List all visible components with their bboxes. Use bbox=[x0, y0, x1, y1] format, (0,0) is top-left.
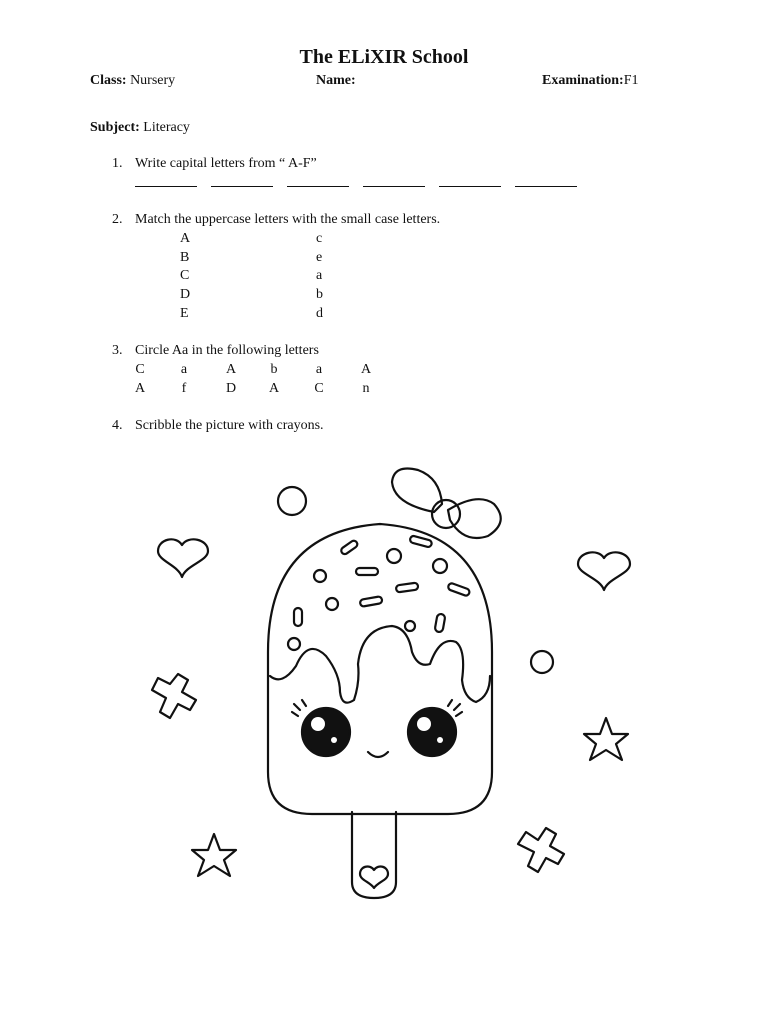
popsicle-icon bbox=[268, 469, 501, 899]
letter-cell[interactable]: a bbox=[315, 362, 323, 377]
heart-icon bbox=[158, 539, 208, 577]
question-2-number: 2. bbox=[112, 212, 123, 227]
letter-cell[interactable]: n bbox=[362, 381, 370, 396]
answer-blank-6[interactable] bbox=[515, 174, 577, 187]
question-2-text: Match the uppercase letters with the small case letters. bbox=[135, 212, 441, 227]
lowercase-letter: c bbox=[316, 231, 323, 246]
class-label: Class: bbox=[90, 73, 127, 88]
question-1-number: 1. bbox=[112, 156, 123, 171]
letter-cell[interactable]: a bbox=[180, 362, 188, 377]
exam-field bbox=[542, 73, 638, 89]
heart-icon bbox=[578, 552, 630, 590]
letter-cell[interactable]: b bbox=[270, 362, 278, 377]
answer-blank-1[interactable] bbox=[135, 174, 197, 187]
uppercase-letter: B bbox=[180, 250, 190, 265]
cross-icon bbox=[518, 828, 564, 872]
letter-cell[interactable]: D bbox=[225, 381, 237, 396]
question-3-text: Circle Aa in the following letters bbox=[135, 343, 319, 358]
uppercase-letter: D bbox=[180, 287, 191, 302]
star-icon bbox=[192, 834, 236, 876]
answer-blank-2[interactable] bbox=[211, 174, 273, 187]
question-1-text: Write capital letters from “ A-F” bbox=[135, 156, 317, 171]
lowercase-letter: b bbox=[316, 287, 323, 302]
school-title: The ELiXIR School bbox=[299, 46, 469, 68]
subject-label: Subject: bbox=[90, 120, 140, 135]
exam-label: Examination: bbox=[542, 73, 624, 88]
cross-icon bbox=[152, 674, 196, 718]
letter-cell[interactable]: A bbox=[268, 381, 280, 396]
uppercase-letter: A bbox=[180, 231, 191, 246]
name-field bbox=[316, 73, 356, 89]
answer-blank-4[interactable] bbox=[363, 174, 425, 187]
question-4-text: Scribble the picture with crayons. bbox=[135, 418, 324, 433]
lowercase-letter: e bbox=[316, 250, 323, 265]
letter-cell[interactable]: A bbox=[134, 381, 146, 396]
subject-field bbox=[90, 120, 190, 136]
circle-icon bbox=[531, 651, 553, 673]
uppercase-letter: C bbox=[180, 268, 190, 283]
uppercase-letter: E bbox=[180, 306, 189, 321]
answer-blank-3[interactable] bbox=[287, 174, 349, 187]
circle-icon bbox=[278, 487, 306, 515]
lowercase-letter: a bbox=[316, 268, 323, 283]
exam-value: F1 bbox=[623, 73, 639, 88]
question-4-number: 4. bbox=[112, 418, 123, 433]
answer-blank-5[interactable] bbox=[439, 174, 501, 187]
letter-cell[interactable]: A bbox=[360, 362, 372, 377]
coloring-picture[interactable] bbox=[118, 452, 658, 932]
subject-value: Literacy bbox=[143, 120, 190, 135]
letter-cell[interactable]: f bbox=[181, 381, 187, 396]
letter-cell[interactable]: C bbox=[314, 381, 324, 396]
name-label: Name: bbox=[316, 73, 356, 88]
class-value: Nursery bbox=[130, 73, 176, 88]
question-3-number: 3. bbox=[112, 343, 123, 358]
letter-cell[interactable]: C bbox=[135, 362, 145, 377]
lowercase-letter: d bbox=[316, 306, 323, 321]
letter-cell[interactable]: A bbox=[225, 362, 237, 377]
star-icon bbox=[584, 718, 628, 760]
class-field bbox=[90, 73, 175, 89]
